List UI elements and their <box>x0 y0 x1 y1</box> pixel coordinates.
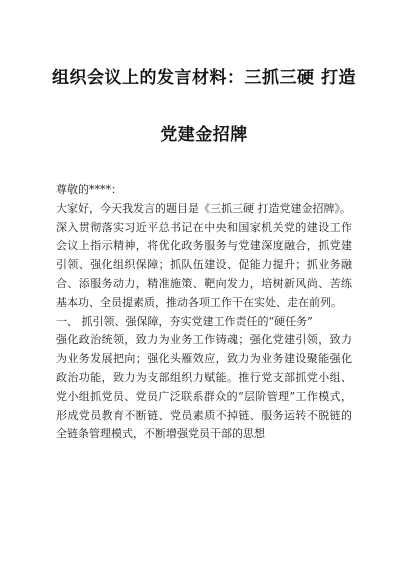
document-title-line-2: 党建金招牌 <box>160 125 248 145</box>
salutation: 尊敬的****： <box>56 183 122 196</box>
section-paragraph: 强化政治统领，致力为业务工作铸魂；强化党建引领，致力为业务发展把向；强化头雁效应，致力为业务建设聚能强化政治功能，致力为支部组织力赋能。推行党支部抓党小组、党小组抓党员、党员广泛联系群众的“层阶管理”工作模式，形成党员教育不断链、党员素质不掉链、服务运转不脱链的全链条管理模式，不断增强党员干部的思想 <box>56 333 352 441</box>
paragraph-greeting: 大家好，今天我发言的题目是《三抓三硬 打造党建金招牌》。 <box>56 201 351 215</box>
document-title-line-1: 组织会议上的发言材料：三抓三硬 打造 <box>52 68 356 88</box>
section-heading: 一、 抓引领、强保障，夯实党建工作责任的“硬任务” <box>56 314 313 328</box>
paragraph-intro: 深入贯彻落实习近平总书记在中央和国家机关党的建设工作会议上指示精神，将优化政务服务与党建深度融合，抓党建引领、强化组织保障；抓队伍建设、促能力提升；抓业务融合、添服务动力，精准施策、靶向发力，培树新风尚、苦练基本功、全员提素质，推动各项工作干在实处、走在前列。 <box>56 220 352 309</box>
document-body <box>56 181 352 444</box>
